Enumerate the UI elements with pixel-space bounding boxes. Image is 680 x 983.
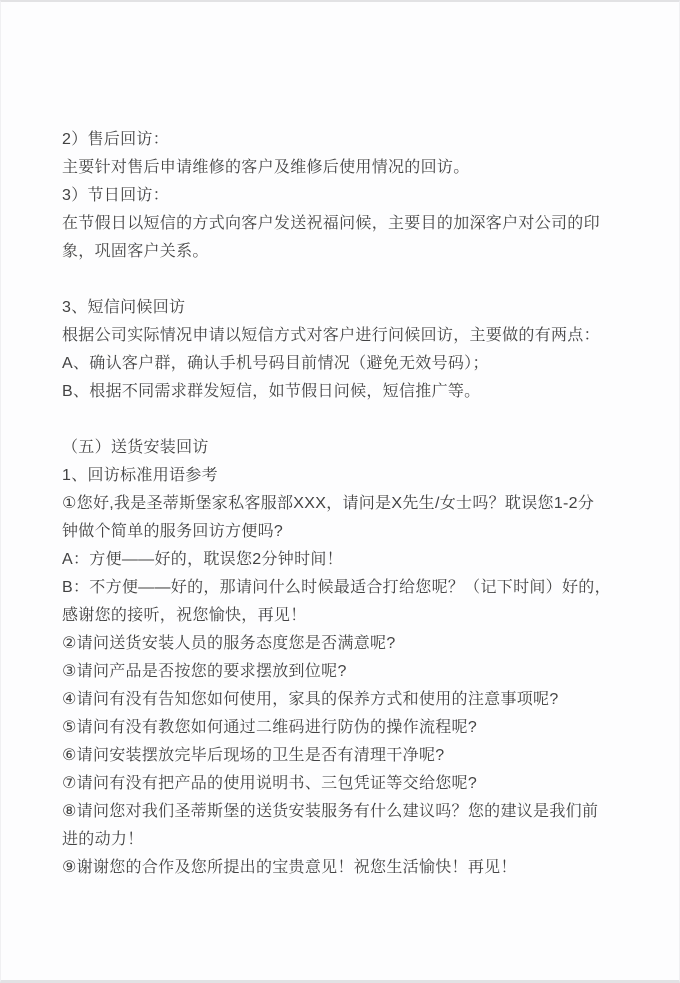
text-line: ⑦请问有没有把产品的使用说明书、三包凭证等交给您呢? (62, 775, 478, 792)
text-line: ⑨谢谢您的合作及您所提出的宝贵意见！祝您生活愉快！再见！ (62, 859, 517, 876)
text-line: B：不方便——好的，那请问什么时候最适合打给您呢？（记下时间）好的， (62, 579, 611, 596)
text-line: 象，巩固客户关系。 (62, 243, 209, 260)
text-line: 3、短信问候回访 (62, 299, 186, 316)
text-line: 钟做个简单的服务回访方便吗? (62, 523, 284, 540)
text-line: A：方便——好的，耽误您2分钟时间！ (62, 551, 343, 568)
text-line: 1、回访标准用语参考 (62, 467, 218, 484)
text-line: ④请问有没有告知您如何使用，家具的保养方式和使用的注意事项呢? (62, 691, 559, 708)
text-line: 2）售后回访： (62, 131, 169, 148)
text-line: 3）节日回访： (62, 187, 169, 204)
text-line: （五）送货安装回访 (62, 439, 209, 456)
text-line: 在节假日以短信的方式向客户发送祝福问候，主要目的加深客户对公司的印 (62, 215, 600, 232)
section-follow-up-types (62, 126, 659, 266)
text-line: B、根据不同需求群发短信，如节假日问候，短信推广等。 (62, 383, 481, 400)
text-line: ⑧请问您对我们圣蒂斯堡的送货安装服务有什么建议吗？您的建议是我们前 (62, 803, 599, 820)
text-line: 感谢您的接听，祝您愉快，再见！ (62, 607, 307, 624)
section-sms-greeting (62, 294, 659, 406)
text-line: ②请问送货安装人员的服务态度您是否满意呢? (62, 635, 396, 652)
text-line: ⑥请问安装摆放完毕后现场的卫生是否有清理干净呢? (62, 747, 445, 764)
text-line: A、确认客户群，确认手机号码目前情况（避免无效号码）； (62, 355, 489, 372)
section-delivery-installation (62, 434, 659, 882)
text-line: ③请问产品是否按您的要求摆放到位呢? (62, 663, 347, 680)
text-line: 进的动力！ (62, 831, 144, 848)
text-line: ①您好,我是圣蒂斯堡家私客服部XXX，请问是X先生/女士吗？耽误您1-2分 (62, 495, 595, 512)
text-line: 主要针对售后申请维修的客户及维修后使用情况的回访。 (62, 159, 470, 176)
text-line: ⑤请问有没有教您如何通过二维码进行防伪的操作流程呢? (62, 719, 478, 736)
text-line: 根据公司实际情况申请以短信方式对客户进行问候回访，主要做的有两点： (62, 327, 600, 344)
document-body (62, 126, 659, 882)
